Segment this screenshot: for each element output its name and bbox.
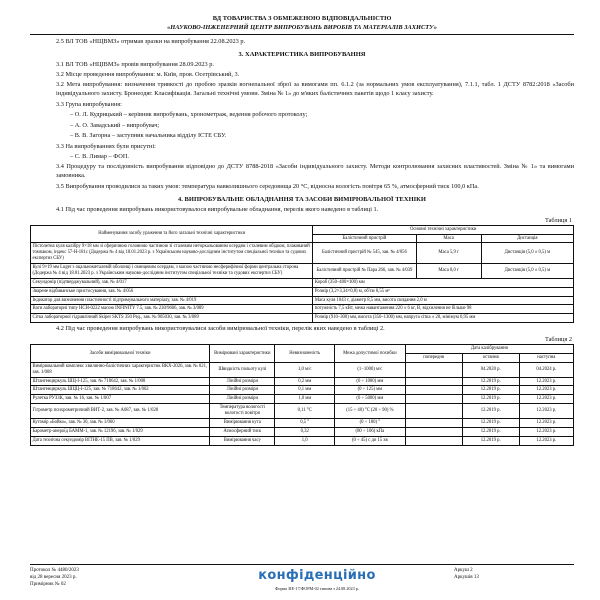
table-2-caption: Таблиця 2 xyxy=(544,336,572,344)
cell-name: Зварене відбиванське пристосування, зав. № 4/056 xyxy=(31,287,313,296)
cell-name: Сітка лабораторної гідравлічний Skiper SKTS 350 Ред., зав. № 905030, зав. № 3/089 xyxy=(31,314,313,323)
table-row xyxy=(31,418,574,427)
cell-error: (15 ÷ 40) °С (20 ÷ 90) % xyxy=(335,404,406,419)
cell-error: (80 ÷ 106) кПа xyxy=(335,427,406,436)
present-person-a: – С. В. Лимар – ФОП. xyxy=(70,152,129,160)
cell-mass: Маса 8,0 г xyxy=(416,264,481,279)
equipment-table xyxy=(30,225,574,324)
para-3-4: 3.4 Процедуру та послідовність випробування відповідно до ДСТУ 8788-2018 «Засоби індивідуального захисту. Методи контролювання захисних властивостей. Зміна № 1» та вимогами замовника. xyxy=(56,163,574,180)
cell-cal-prev xyxy=(405,377,462,386)
cell-spec: Розмір (3,2×3,34×0,8) м, об'єм 8,55 м² xyxy=(313,287,574,296)
cell-cal-prev xyxy=(405,404,462,419)
footer-protocol-number: Протокол № 4480/2023 xyxy=(30,567,79,573)
th-instrument: Засоби вимірювальної техніки xyxy=(31,345,210,363)
para-3-3-goal: 3.2 Мета випробування: визначення тривкості до пробою зразків вогнепальної зброї за вимогами пп. 6.1.2 (за нормальних умов експлуатування), 7.1.1, табл. 1 ДСТУ 8782:2018 «Засоби індивідуального захисту. Бронеодяг. Класифікація. Загальні технічні умови. Зміна № 1» до м'яких балістичних пакетів щодо 1 класу захисту. xyxy=(56,81,574,98)
confidential-stamp: конфіденційно xyxy=(258,567,376,583)
para-3-1: 3.1 ВЛ ТОВ «НЦІВМЗ» провів випробування 28.09.2023 р. xyxy=(56,60,214,68)
cell-characteristic: Лінійні розміри xyxy=(210,395,275,404)
cell-cal-next: 12.2023 р. xyxy=(519,386,573,395)
table-row xyxy=(31,436,574,445)
measuring-instruments-table xyxy=(30,344,574,446)
cell-cal-last: 12.2019 р. xyxy=(462,404,519,419)
para-4-1: 4.1 Під час проведення випробувань використовувалося випробувальне обладнання, перелік якого наведено в таблиці 1. xyxy=(56,205,379,213)
cell-cal-last: 12.2019 р. xyxy=(462,427,519,436)
cell-mass: Маса 5,9 г xyxy=(416,243,481,264)
th-name: Найменування засобу ураження та його загальні технічні характеристики xyxy=(31,225,313,243)
cell-cal-last: 04.2020 р. xyxy=(462,362,519,377)
header-line-2: «НАУКОВО-ІНЖЕНЕРНИЙ ЦЕНТР ВИПРОБУВАНЬ ВИРОБІВ ТА МАТЕРІАЛІВ ЗАХИСТУ» xyxy=(167,24,437,32)
table-row xyxy=(31,386,574,395)
para-4-2: 4.2 Під час проведення випробувань використовувалися засоби вимірювальної техніки, перелік яких наведено в таблиці 2. xyxy=(56,325,385,333)
th-calibration: Дата калібрування xyxy=(405,345,573,354)
cell-error: (0 ÷ 1000) мм xyxy=(335,377,406,386)
cell-cal-prev xyxy=(405,427,462,436)
cell-cal-last: 12.2019 р. xyxy=(462,395,519,404)
cell-cal-last: 12.2019 р. xyxy=(462,436,519,445)
cell-uncertainty: 0,11 °С xyxy=(275,404,335,419)
cell-instrument: Барометр-анероїд БАММ-1, зав. № 12196, зав. № 1/029 xyxy=(31,427,210,436)
table-row-header xyxy=(31,345,574,354)
para-2-5: 2.5 ВЛ ТОВ «НЩВМЗ» отримав зразки на випробування 22.08.2023 р. xyxy=(56,37,246,45)
th-cal-prev: попередня xyxy=(405,353,462,362)
table-row xyxy=(31,395,574,404)
header-rule xyxy=(30,34,574,35)
table-row xyxy=(31,314,574,323)
th-cal-next: наступна xyxy=(519,353,573,362)
cell-uncertainty: 0,1 мм xyxy=(275,386,335,395)
table-row xyxy=(31,427,574,436)
cell-uncertainty: 1,0 м/с xyxy=(275,362,335,377)
cell-name: Кулі 9×19 мм Luger з оцальнометалевій оболонці і свинцевим осердям, з масою частиною несферифічної форми центральна сторона (Додержа № 4 від 18.01.2023 р. з Українським науково-дослідним інститутом спеціальної техніки та судових експертиз СБУ) xyxy=(31,264,313,279)
para-3-3-present: 3.3 На випробуваннях були присутні: xyxy=(56,142,156,150)
cell-cal-next: 12.2023 р. xyxy=(519,418,573,427)
cell-distance: Дистанція (5,0 ± 0,5) м xyxy=(481,243,573,264)
footer-copy-number: Примірник № 02 xyxy=(30,581,66,587)
footer-sheet-total: Аркушів 13 xyxy=(454,574,479,580)
cell-instrument: Дата технічна секундомір ВІТНЕ-15 ПВ, зав. № 1/029 xyxy=(31,436,210,445)
cell-instrument: Штангенциркуль ШЦ-I-125, зав. № 718642, зав. № 1/008 xyxy=(31,377,210,386)
cell-instrument: Рулетка РУЗЗК, зав. № 16, зав. № 1/007 xyxy=(31,395,210,404)
cell-characteristic: Лінійні розміри xyxy=(210,377,275,386)
cell-cal-next: 12.2023 р. xyxy=(519,377,573,386)
group-member-b: – А. О. Завадський – випробувач; xyxy=(70,121,160,129)
table-row xyxy=(31,243,574,264)
cell-cal-next: 12.2023 р. xyxy=(519,404,573,419)
table-row xyxy=(31,264,574,279)
cell-cal-next: 12.2023 р. xyxy=(519,395,573,404)
cell-cal-next: 04.2024 р. xyxy=(519,362,573,377)
th-uncertainty: Невизначеність xyxy=(275,345,335,363)
cell-characteristic: Атмосферний тиск xyxy=(210,427,275,436)
th-cal-last: остання xyxy=(462,353,519,362)
cell-instrument: Гігрометр психрометричний ВИТ-2, зав. № А687, зав. № 1/028 xyxy=(31,404,210,419)
cell-cal-next: 12.2023 р. xyxy=(519,427,573,436)
section-3-title: 3. ХАРАКТЕРИСТИКА ВИПРОБУВАННЯ xyxy=(238,50,366,58)
cell-error: (1−1000) м/с xyxy=(335,362,406,377)
th-specs: Основні технічні характеристики xyxy=(313,225,574,234)
cell-uncertainty: 1,0 xyxy=(275,436,335,445)
cell-cal-last: 12.2019 р. xyxy=(462,418,519,427)
cell-cal-prev xyxy=(405,418,462,427)
cell-device: Балістичний пристрій № 545, зав. № 4/056 xyxy=(313,243,416,264)
section-4-title: 4. ВИПРОБУВАЛЬНЕ ОБЛАДНАННЯ ТА ЗАСОБИ ВИМІРЮВАЛЬНОЇ ТЕХНІКИ xyxy=(178,195,426,203)
table-row-header xyxy=(31,225,574,234)
cell-uncertainty: 0,32 xyxy=(275,427,335,436)
cell-spec: Короб (350–400×100) мм xyxy=(313,278,574,287)
cell-spec: Маса куля 1043 г, діаметр 8,5 мм, висота скидання 2,0 м xyxy=(313,296,574,305)
para-3-2: 3.2 Місце проведення випробування: м. Київ, пров. Осетрівський, 3. xyxy=(56,70,240,78)
cell-cal-next: 12.2023 р. xyxy=(519,436,573,445)
table-row xyxy=(31,404,574,419)
group-member-a: – О. Л. Кудрицький – керівник випробувань, хронометраж, ведення робочого протоколу; xyxy=(70,111,308,119)
cell-spec: потужність 7,5 кВт, межа навантаження 220 ± 6 кг, В, відхилення не більше 98 xyxy=(313,305,574,314)
cell-name: Індикатор для визначення пластичності підтримувального матеріалу, зав. № 4/019 xyxy=(31,296,313,305)
cell-uncertainty: 1,0 мм xyxy=(275,395,335,404)
th-distance: Дистанція xyxy=(481,234,573,243)
table-row xyxy=(31,362,574,377)
table-1-caption: Таблиця 1 xyxy=(544,216,572,224)
cell-distance: Дистанція (5,0 ± 0,5) м xyxy=(481,264,573,279)
cell-characteristic: Швидкість польоту кулі xyxy=(210,362,275,377)
footer-sheet-number: Аркуш 2 xyxy=(454,567,473,573)
footer-rule xyxy=(30,564,574,565)
cell-instrument: Кутомір «Бойко», зав. № 30, зав. № 1/060 xyxy=(31,418,210,427)
table-row xyxy=(31,278,574,287)
cell-characteristic: Вимірювання кута xyxy=(210,418,275,427)
cell-instrument: Вимірювальний комплекс хвилинно-балістичних характеристик ВКХ-2026, зав. № 021, зав. 1/008 xyxy=(31,362,210,377)
cell-cal-last: 12.2019 р. xyxy=(462,386,519,395)
cell-cal-prev xyxy=(405,386,462,395)
cell-instrument: Штангенциркуль ШЦЦ-I-125, зав. № 718642, зав. № 1/002 xyxy=(31,386,210,395)
cell-error: (0 ÷ 45) с до 15 хв xyxy=(335,436,406,445)
cell-name: Ваги лабораторні типу НСН-0222 масою INFINITY 7.5, зав. № 230/9606, зав. № 3/089 xyxy=(31,305,313,314)
cell-cal-prev xyxy=(405,395,462,404)
cell-cal-prev xyxy=(405,436,462,445)
cell-characteristic: Лінійні розміри xyxy=(210,386,275,395)
footer-protocol-date: від 28 вересня 2023 р. xyxy=(30,574,77,580)
th-error: Межа допустимої похибки xyxy=(335,345,406,363)
header-line-1: ВД ТОВАРИСТВА З ОБМЕЖЕНОЮ ВІДПОВІДАЛЬНІСТЮ xyxy=(212,15,392,22)
cell-spec: Розмір (910–300) мм, висота (350–1300) мм, напруга сітка ± 20, мінімум 0,95 мм xyxy=(313,314,574,323)
cell-name: Пістолетна куля калібру 9×18 мм зі сферичною головною частиною зі сталевим неторкальованим осердям і сталевим обідком, плакований томпаком, індекс 57-Н-181с (Додержа № 4 від 18.01.2023 р. з Українським науково-дослідним інститутом спеціальної техніки та судових експертиз СБУ) xyxy=(31,243,313,264)
th-device: Балістичний пристрій xyxy=(313,234,416,243)
table-row xyxy=(31,287,574,296)
table-row xyxy=(31,296,574,305)
cell-characteristic: Вимірювання часу xyxy=(210,436,275,445)
table-row xyxy=(31,377,574,386)
th-mass: Маса xyxy=(416,234,481,243)
cell-characteristic: Температура вологості вологості повітря xyxy=(210,404,275,419)
cell-uncertainty: 0,5 ° xyxy=(275,418,335,427)
para-3-3-group: 3.3 Група випробування: xyxy=(56,100,122,108)
cell-name: Секундомір (підтверджувальний), зав. № 4/017 xyxy=(31,278,313,287)
para-3-5: 3.5 Випробування проводилися за таких умов: температура навколишнього середовища 20 °С, відносна вологість повітря 65 %, атмосферний тиск 100,0 кПа. xyxy=(56,182,479,190)
cell-device: Балістичний пристрій № Пара 266, зав. № 4/039 xyxy=(313,264,416,279)
cell-error: (0 ÷ 180) ° xyxy=(335,418,406,427)
footer-form-reference: Форма ЗІЕ-17/ФОРМ-02 типова з 24.08.2023 р. xyxy=(275,586,359,592)
cell-cal-last: 12.2019 р. xyxy=(462,377,519,386)
group-member-c: – В. В. Загорна – заступник начальника відділу ІСТЕ СБУ. xyxy=(70,132,227,140)
page-footer xyxy=(30,564,574,592)
cell-uncertainty: 0,2 мм xyxy=(275,377,335,386)
document-header xyxy=(30,14,574,33)
cell-error: (0 ÷ 125) мм xyxy=(335,386,406,395)
cell-error: (0 ÷ 5000) мм xyxy=(335,395,406,404)
cell-cal-prev xyxy=(405,362,462,377)
th-characteristic: Вимірювані характеристики xyxy=(210,345,275,363)
table-row xyxy=(31,305,574,314)
